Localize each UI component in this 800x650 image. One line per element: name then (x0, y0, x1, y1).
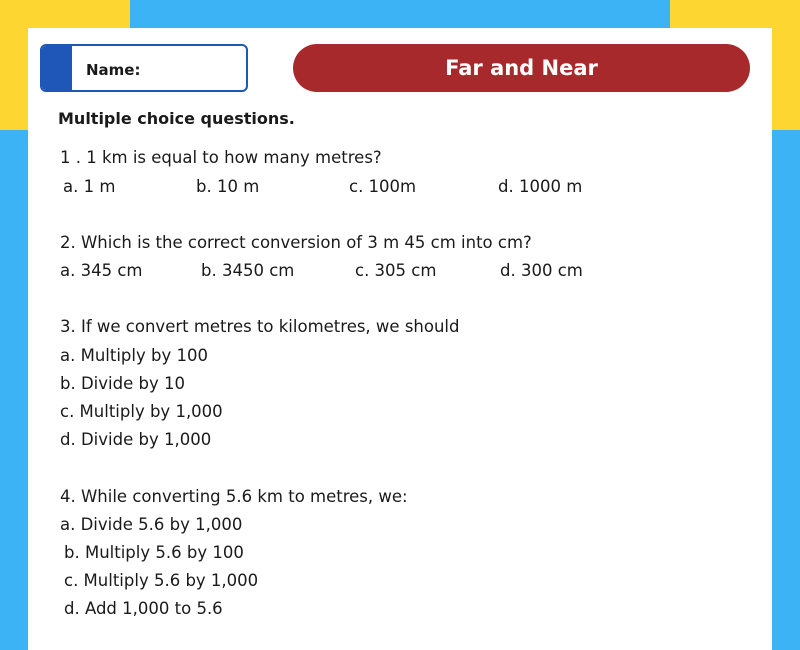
name-field[interactable] (40, 44, 248, 92)
question-2-option-b[interactable]: b. 3450 cm (201, 261, 295, 280)
question-3-option-b[interactable]: b. Divide by 10 (60, 374, 185, 393)
question-1-option-a[interactable]: a. 1 m (63, 177, 116, 196)
worksheet (28, 28, 772, 650)
question-2-option-d[interactable]: d. 300 cm (500, 261, 583, 280)
question-4-option-b[interactable]: b. Multiply 5.6 by 100 (64, 543, 244, 562)
section-heading: Multiple choice questions. (58, 109, 295, 128)
question-4-option-a[interactable]: a. Divide 5.6 by 1,000 (60, 515, 243, 534)
question-2-text: 2. Which is the correct conversion of 3 m 45 cm into cm? (60, 233, 532, 252)
question-1-option-d[interactable]: d. 1000 m (498, 177, 583, 196)
question-4-text: 4. While converting 5.6 km to metres, we: (60, 487, 408, 506)
question-1-options (28, 177, 772, 199)
name-field-tab (42, 46, 72, 90)
question-2-options (28, 261, 772, 283)
question-4-option-c[interactable]: c. Multiply 5.6 by 1,000 (64, 571, 259, 590)
question-1-option-c[interactable]: c. 100m (349, 177, 417, 196)
question-3-option-d[interactable]: d. Divide by 1,000 (60, 430, 212, 449)
question-3-option-c[interactable]: c. Multiply by 1,000 (60, 402, 223, 421)
question-2-option-a[interactable]: a. 345 cm (60, 261, 143, 280)
question-3-option-a[interactable]: a. Multiply by 100 (60, 346, 208, 365)
question-3-text: 3. If we convert metres to kilometres, we should (60, 317, 460, 336)
question-2-option-c[interactable]: c. 305 cm (355, 261, 437, 280)
name-label: Name: (86, 61, 141, 79)
question-1-text: 1 . 1 km is equal to how many metres? (60, 148, 382, 167)
question-1-option-b[interactable]: b. 10 m (196, 177, 260, 196)
worksheet-title: Far and Near (293, 44, 750, 92)
question-4-option-d[interactable]: d. Add 1,000 to 5.6 (64, 599, 223, 618)
